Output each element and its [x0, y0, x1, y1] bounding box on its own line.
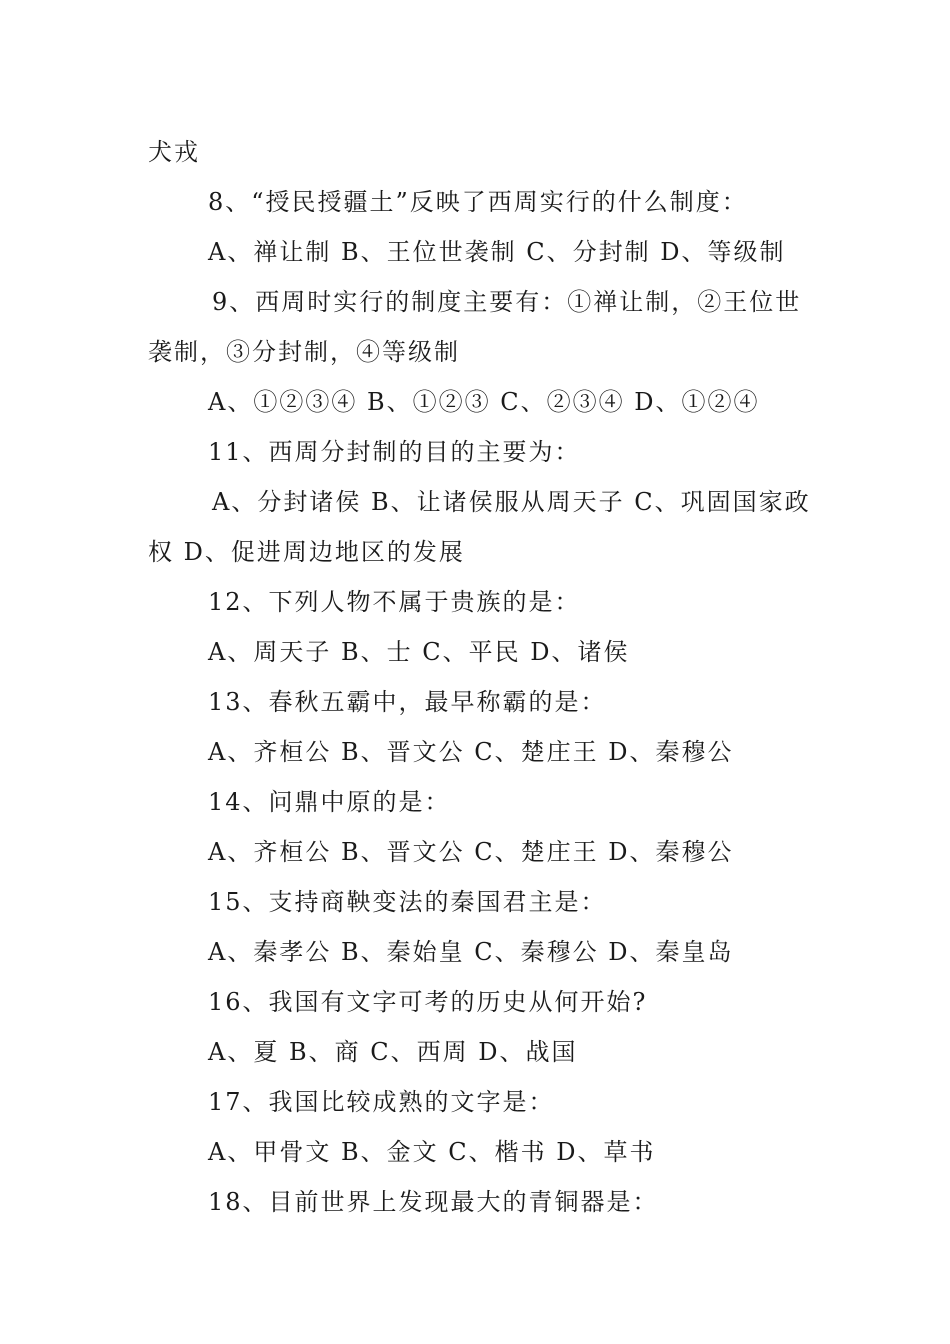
question-12: 12、下列人物不属于贵族的是：: [208, 588, 581, 616]
question-11: 11、西周分封制的目的主要为：: [208, 438, 581, 466]
question-15-options: A、秦孝公 B、秦始皇 C、秦穆公 D、秦皇岛: [208, 938, 734, 966]
question-11-options-cont: 权 D、促进周边地区的发展: [148, 538, 465, 566]
question-12-options: A、周天子 B、士 C、平民 D、诸侯: [208, 638, 630, 666]
question-16-options: A、夏 B、商 C、西周 D、战国: [208, 1038, 578, 1066]
question-16: 16、我国有文字可考的历史从何开始?: [208, 988, 648, 1016]
question-13: 13、春秋五霸中，最早称霸的是：: [208, 688, 607, 716]
question-8: 8、“授民授疆土”反映了西周实行的什么制度：: [208, 188, 748, 216]
question-18: 18、目前世界上发现最大的青铜器是：: [208, 1188, 659, 1216]
question-17: 17、我国比较成熟的文字是：: [208, 1088, 555, 1116]
question-11-options: A、分封诸侯 B、让诸侯服从周天子 C、巩固国家政: [212, 488, 811, 516]
question-8-options: A、禅让制 B、王位世袭制 C、分封制 D、等级制: [208, 238, 786, 266]
question-14: 14、问鼎中原的是：: [208, 788, 451, 816]
question-9-options: A、①②③④ B、①②③ C、②③④ D、①②④: [208, 388, 760, 416]
question-17-options: A、甲骨文 B、金文 C、楷书 D、草书: [208, 1138, 656, 1166]
question-15: 15、支持商鞅变法的秦国君主是：: [208, 888, 607, 916]
question-13-options: A、齐桓公 B、晋文公 C、楚庄王 D、秦穆公: [208, 738, 734, 766]
question-9: 9、西周时实行的制度主要有：①禅让制，②王位世: [212, 288, 802, 316]
question-14-options: A、齐桓公 B、晋文公 C、楚庄王 D、秦穆公: [208, 838, 734, 866]
text-line-continuation: 犬戎: [148, 138, 200, 166]
question-9-cont: 袭制，③分封制，④等级制: [148, 338, 460, 366]
